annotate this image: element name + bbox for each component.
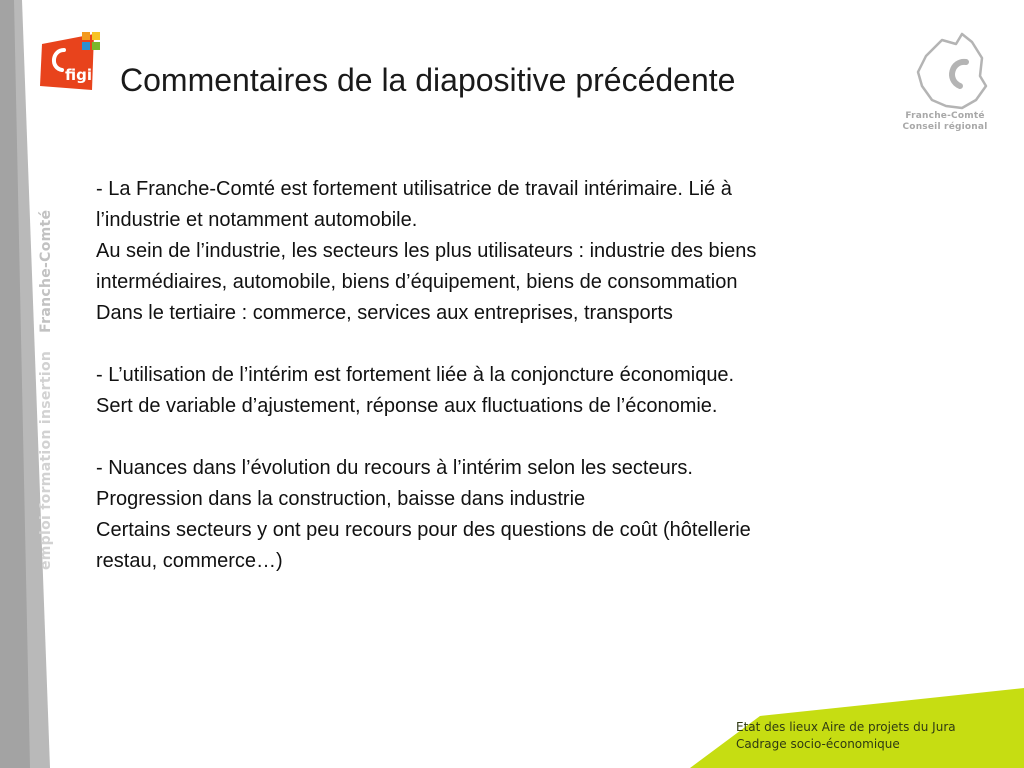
body-line: Dans le tertiaire : commerce, services aux entreprises, transports [96,302,673,324]
franche-comte-logo-line2: Conseil régional [902,122,988,132]
sidebar-label-region: Franche-Comté [38,209,54,333]
body-line: Certains secteurs y ont peu recours pour des questions de coût (hôtellerie [96,519,751,541]
sidebar-label-tagline: emploi formation insertion [38,350,54,570]
body-line: Au sein de l’industrie, les secteurs les plus utilisateurs : industrie des biens [96,240,757,262]
body-line: - L’utilisation de l’intérim est fortement liée à la conjoncture économique. [96,364,735,386]
body-line: restau, commerce…) [96,550,283,572]
footer-line2: Cadrage socio-économique [736,737,900,751]
body-line: - La Franche-Comté est fortement utilisatrice de travail intérimaire. Lié à [96,178,732,200]
figip-logo-text: figip [65,66,103,84]
slide-title: Commentaires de la diapositive précédente [120,62,736,98]
body-line: intermédiaires, automobile, biens d’équipement, biens de consommation [96,271,738,293]
footer-line1: Etat des lieux Aire de projets du Jura [736,720,956,734]
body-line: Progression dans la construction, baisse dans industrie [96,488,586,510]
franche-comte-logo-line1: Franche-Comté [905,111,985,121]
body-line: Sert de variable d’ajustement, réponse aux fluctuations de l’économie. [96,395,718,417]
body-line: l’industrie et notamment automobile. [96,209,418,231]
body-line: - Nuances dans l’évolution du recours à l’intérim selon les secteurs. [96,457,693,479]
